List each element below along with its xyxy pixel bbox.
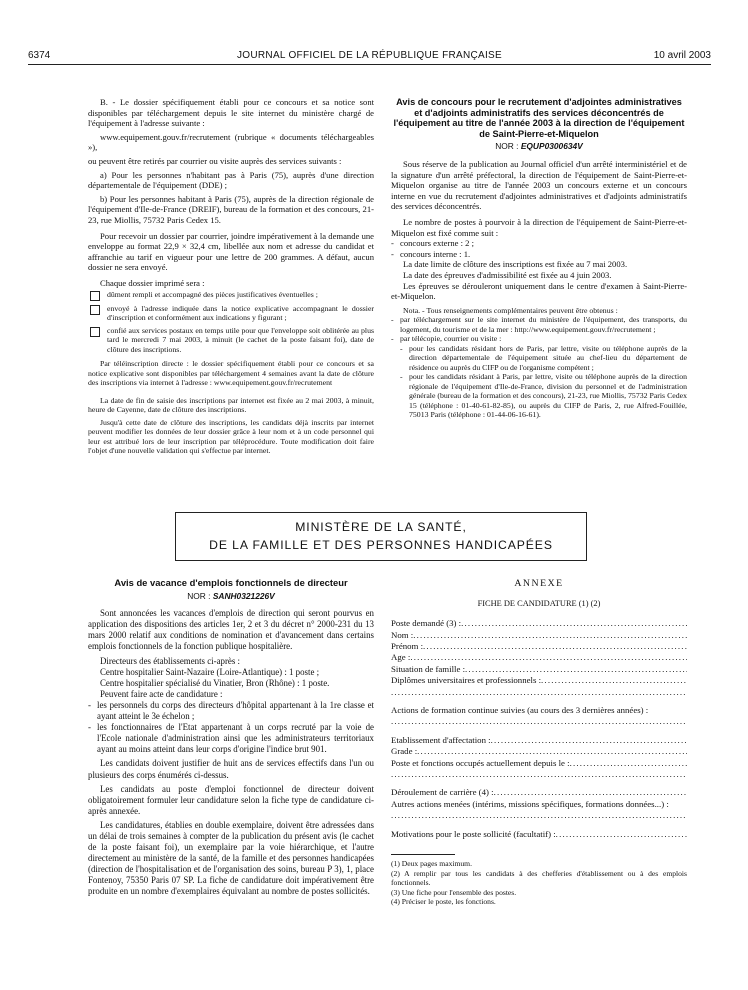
paragraph: Centre hospitalier Saint-Nazaire (Loire-Atlantique) : 1 poste ; [100, 666, 320, 677]
ministry-banner [175, 512, 587, 561]
form-field-grade[interactable]: Grade : . . . [391, 746, 687, 757]
list-item: - pour les candidats résidant à Paris, par lettre, visite ou téléphone auprès de la direction régionale de l'équipement d'Ile-de-France, division du personnel et de l'administration générale (bureau de la formation et des concours), 21-23, rue Miollis, 75732 Paris Cedex 15 (téléphone : 01-40-61-82-85), ou auprès du CIFP de Paris, 2, rue Alfred-Fouillée, 75013 Paris (téléphone : 01-44-06-16-61). [400, 372, 687, 420]
nota: Nota. - Tous renseignements complémentaires peuvent être obtenus : [403, 305, 618, 315]
paragraph: B. - Le dossier spécifiquement établi pour ce concours et sa notice sont disponibles par téléchargement depuis le site internet du ministère chargé de l'équipement à l'adresse suivante : [88, 97, 374, 129]
form-field-deroulement[interactable]: Déroulement de carrière (4) : . . . [391, 787, 687, 798]
form-field-prenom[interactable]: Prénom : . . . [391, 641, 687, 652]
lower-right-column [391, 578, 687, 907]
form-field-continuation[interactable] [391, 687, 687, 698]
ministry-line-1: MINISTÈRE DE LA SANTÉ, [295, 520, 467, 534]
paragraph: La date des épreuves d'admissibilité est fixée au 4 juin 2003. [403, 269, 612, 280]
form-field-actions[interactable]: Actions de formation continue suivies (au cours des 3 dernières années) : [391, 705, 649, 716]
list-item: - par téléchargement sur le site internet du ministère de l'équipement, des transports, du logement, du tourisme et de la mer : http://www.equipement.gouv.fr/recrutement ; [391, 315, 687, 334]
issue-date: 10 avril 2003 [653, 50, 711, 61]
website-link[interactable]: www.equipement.gouv.fr/recrutement (rubrique « documents téléchargeables »), [88, 131, 374, 153]
checkbox-icon [90, 327, 100, 337]
paragraph: Sont annoncées les vacances d'emplois de direction qui seront pourvus en application des dispositions des articles 1er, 2 et 3 du décret n° 2000-231 du 13 mars 2000 relatif aux conditions de nomination et d'avancement dans certains emplois fonctionnels de la fonction publique hospitalière. [88, 608, 374, 652]
form-field-continuation[interactable] [391, 716, 687, 727]
ministry-line-2: DE LA FAMILLE ET DES PERSONNES HANDICAPÉES [209, 538, 553, 552]
paragraph: Chaque dossier imprimé sera : [100, 277, 205, 288]
form-field-situation[interactable]: Situation de famille : . . . [391, 664, 687, 675]
form-field-etablissement[interactable]: Etablissement d'affectation : . . . [391, 735, 687, 746]
paragraph: Pour recevoir un dossier par courrier, joindre impérativement à la demande une enveloppe au format 22,9 × 32,4 cm, libellée aux nom et adresse du candidat et affranchie au tarif en vigueur pour une lettre de 200 grammes. A défaut, aucun dossier ne sera envoyé. [88, 230, 374, 273]
list-item: - par télécopie, courrier ou visite : [391, 334, 502, 344]
header-rule [28, 64, 711, 65]
list-item: - concours externe : 2 ; [391, 238, 474, 249]
paragraph: Les épreuves se dérouleront uniquement dans le centre d'examen à Saint-Pierre-et-Miquelon. [391, 280, 687, 302]
form-field-age[interactable]: Age : . . . [391, 652, 687, 663]
footnote: (4) Préciser le poste, les fonctions. [391, 897, 496, 907]
notice-title: Avis de concours pour le recrutement d'adjointes administratives et d'adjoints administratifs des services déconcentrés de l'équipement au titre de l'année 2003 à la direction de l'équipement de Saint-Pierre-et-Miquelon [393, 97, 685, 139]
paragraph: La date de fin de saisie des inscriptions par internet est fixée au 2 mai 2003, à minuit, heure de Cayenne, date de clôture des inscriptions. [88, 395, 374, 414]
paragraph: Les candidats au poste d'emploi fonctionnel de directeur doivent obligatoirement formuler leur candidature selon la fiche type de candidature ci-après annexée. [88, 783, 374, 816]
paragraph: a) Pour les personnes n'habitant pas à Paris (75), auprès d'une direction départementale de l'équipement (DDE) ; [88, 169, 374, 191]
checklist-item: dûment rempli et accompagné des pièces justificatives éventuelles ; [88, 290, 374, 301]
checkbox-icon [90, 291, 100, 301]
nor-reference: NOR : EQUP0300634V [495, 141, 583, 152]
journal-title: JOURNAL OFFICIEL DE LA RÉPUBLIQUE FRANÇAISE [237, 50, 502, 61]
list-item: - concours interne : 1. [391, 248, 471, 259]
form-field-poste-occupe[interactable]: Poste et fonctions occupés actuellement depuis le : . . . [391, 758, 687, 769]
form-field-autres-actions[interactable]: Autres actions menées (intérims, missions spécifiques, formations données...) : [391, 798, 669, 809]
annexe-heading: ANNEXE [514, 578, 564, 589]
footnote-rule [391, 854, 455, 855]
list-item: - pour les candidats résidant hors de Paris, par lettre, visite ou téléphone auprès de la direction départementale de l'équipement située au chef-lieu du département de résidence ou auprès du CIFP ou de l'organisme compétent ; [400, 343, 687, 372]
paragraph: b) Pour les personnes habitant à Paris (75), auprès de la direction régionale de l'équipement d'Ile-de-France (DREIF), bureau de la formation et des concours, 21-23, rue Miollis, 75732 Paris Cedex 15. [88, 193, 374, 225]
paragraph: ou peuvent être retirés par courrier ou visite auprès des services suivants : [88, 155, 342, 166]
list-item: - les personnels du corps des directeurs d'hôpital appartenant à la 1re classe et ayant atteint le 3e échelon ; [88, 699, 374, 722]
paragraph: Les candidats doivent justifier de huit ans de services effectifs dans l'un ou plusieurs des corps énumérés ci-dessus. [88, 758, 374, 780]
form-field-diplomes[interactable]: Diplômes universitaires et professionnels : . . . [391, 675, 687, 686]
nor-reference: NOR : SANH0321226V [187, 590, 275, 601]
footnote: (3) Une fiche pour l'ensemble des postes. [391, 887, 517, 897]
paragraph: Centre hospitalier spécialisé du Vinatier, Bron (Rhône) : 1 poste. [100, 677, 330, 688]
paragraph: Le nombre de postes à pourvoir à la direction de l'équipement de Saint-Pierre-et-Miquelon est fixé comme suit : [391, 216, 687, 238]
form-field-poste[interactable]: Poste demandé (3) : . . . [391, 618, 687, 629]
checkbox-icon [90, 305, 100, 315]
checklist-item: confié aux services postaux en temps utile pour que l'enveloppe soit oblitérée au plus tard le mercredi 7 mai 2003, à minuit (le cachet de la poste faisant foi), date de clôture des inscriptions. [88, 326, 374, 355]
paragraph: Directeurs des établissements ci-après : [100, 655, 240, 666]
form-field-motivations[interactable]: Motivations pour le poste sollicité (facultatif) : . . . [391, 829, 687, 840]
paragraph: Sous réserve de la publication au Journal officiel d'un arrêté interministériel et de la signature d'un arrêté préfectoral, la direction de l'équipement de Saint-Pierre-et-Miquelon organise au titre de l'année 2003 un concours externe et un concours interne en vue du recrutement d'adjointes administratives et d'adjoints administratifs des services déconcentrés. [391, 158, 687, 212]
paragraph: Par téléinscription directe : le dossier spécifiquement établi pour ce concours et sa notice explicative sont disponibles par téléchargement 4 semaines avant la date de clôture des inscriptions via internet à l'adresse : www.equipement.gouv.fr/recrutement [88, 359, 374, 387]
checklist-item: envoyé à l'adresse indiquée dans la notice explicative accompagnant le dossier d'inscription et conformément aux indications y figurant ; [88, 304, 374, 323]
footnote: (1) Deux pages maximum. [391, 859, 472, 869]
footnote: (2) A remplir par tous les candidats à des chefferies d'établissement ou à des emplois fonctionnels. [391, 868, 687, 888]
lower-left-column [88, 578, 374, 901]
form-field-nom[interactable]: Nom : . . . [391, 630, 687, 641]
paragraph: Peuvent faire acte de candidature : [100, 688, 223, 699]
paragraph: Les candidatures, établies en double exemplaire, doivent être adressées dans un délai de trois semaines à compter de la publication du présent avis (le cachet de la poste faisant foi), un exemplaire par la voie hiérarchique, et l'autre directement au ministère de la santé, de la famille et des personnes handicapées (direction de l'hospitalisation et de l'organisation des soins, bureau P 3), 1, place Fontenoy, 75350 Paris 07 SP. La fiche de candidature doit impérativement être produite en un nombre d'exemplaires équivalant au nombre de postes sollicités. [88, 819, 374, 897]
upper-right-column [391, 97, 687, 420]
page-number: 6374 [28, 50, 51, 61]
paragraph: La date limite de clôture des inscriptions est fixée au 7 mai 2003. [403, 259, 628, 270]
notice-title: Avis de vacance d'emplois fonctionnels de directeur [114, 577, 348, 588]
paragraph: Jusqu'à cette date de clôture des inscriptions, les candidats déjà inscrits par internet peuvent modifier les données de leur dossier grâce à leur nom et à un code personnel qui leur est attribué lors de leur inscription par téléprocédure. Toute modification doit faire l'objet d'une nouvelle validation qui s'effectue par internet. [88, 417, 374, 455]
list-item: - les fonctionnaires de l'Etat appartenant à un corps recruté par la voie de l'Ecole nationale d'administration ainsi que les administrateurs territoriaux ayant au moins atteint dans leur corps d'origine l'indice brut 901. [88, 722, 374, 755]
form-field-continuation[interactable] [391, 769, 687, 780]
upper-left-column [88, 97, 374, 459]
form-title: FICHE DE CANDIDATURE (1) (2) [477, 598, 601, 608]
form-field-continuation[interactable] [391, 810, 687, 821]
